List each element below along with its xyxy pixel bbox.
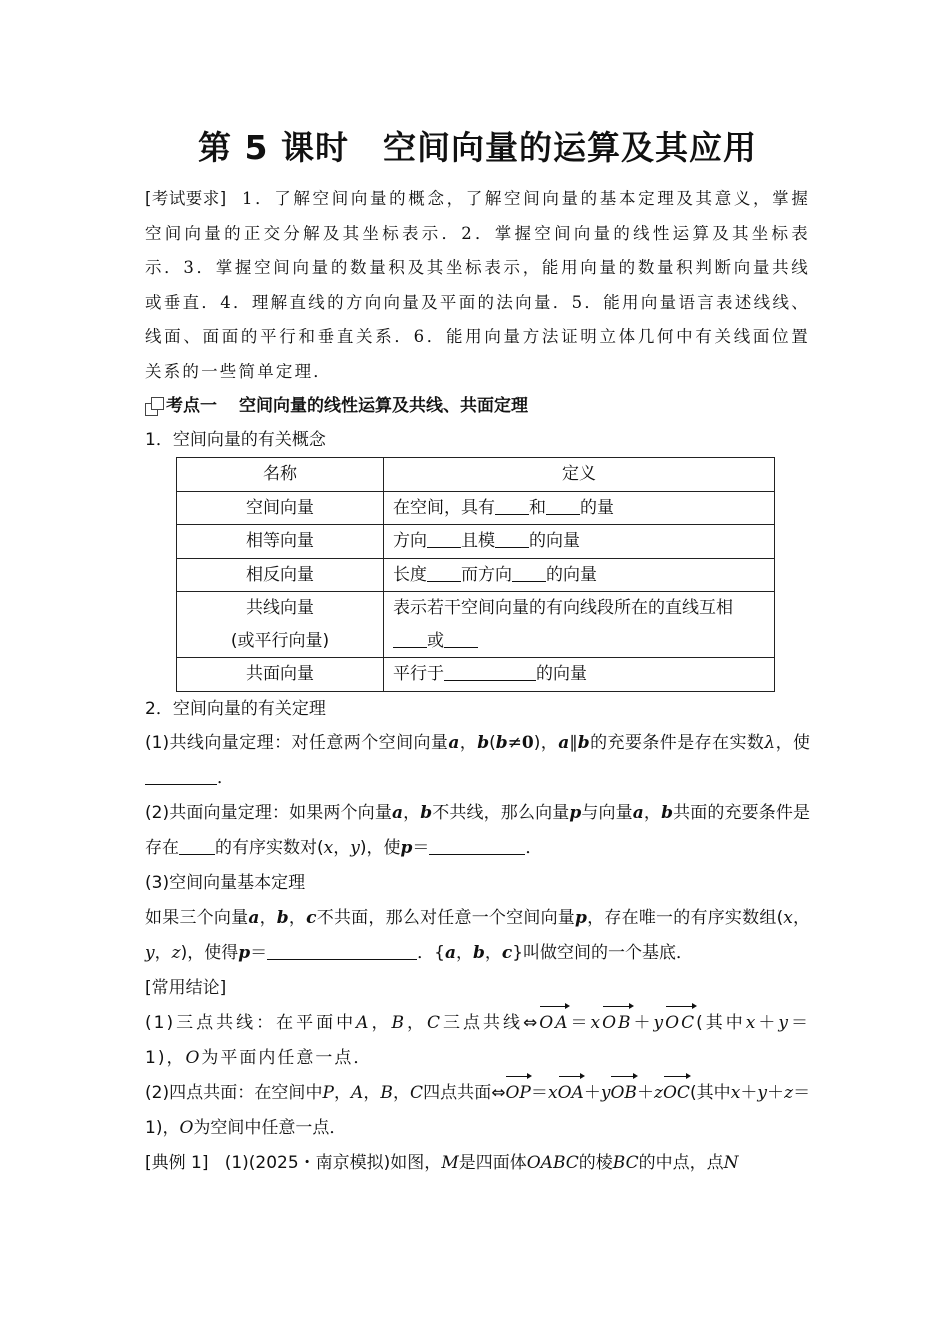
row-name: 相等向量: [177, 525, 384, 559]
concepts-table: [176, 457, 775, 692]
section-title: 空间向量的线性运算及共线、共面定理: [239, 396, 528, 416]
coplanar-theorem: (2)共面向量定理：如果两个向量a，b不共线，那么向量p与向量a，b共面的充要条件是存在 的有序实数对(x，y)，使p＝ ．: [145, 802, 811, 858]
row-definition: 平行于 的向量: [384, 658, 775, 692]
theorems-heading: 2．空间向量的有关定理: [145, 698, 326, 719]
vector-oa: OA: [558, 1076, 584, 1111]
table-header-row: [177, 458, 775, 492]
vector-oc: OC: [665, 1006, 696, 1041]
section-label: 考点一: [166, 396, 217, 416]
vector-op: OP: [505, 1076, 530, 1111]
exam-requirements: [145, 182, 810, 389]
row-name: 相反向量: [177, 558, 384, 592]
row-name: 共线向量 (或平行向量): [177, 592, 384, 658]
table-row: [177, 658, 775, 692]
vector-ob: OB: [610, 1076, 636, 1111]
table-row: [177, 558, 775, 592]
requirements-text: 1．了解空间向量的概念，了解空间向量的基本定理及其意义，掌握空间向量的正交分解及其坐标表示．2．掌握空间向量的线性运算及其坐标表示．3．掌握空间向量的数量积及其坐标表示，能用向量的数量积判断向量共线或垂直．4．理解直线的方向向量及平面的法向量．5．能用向量语言表述线线、线面、面面的平行和垂直关系．6．能用向量方法证明立体几何中有关线面位置关系的一些简单定理．: [145, 189, 811, 381]
document-page: [145, 122, 810, 1181]
concepts-heading: 1．空间向量的有关概念: [145, 430, 326, 450]
table-row: [177, 491, 775, 525]
conclusion-coplanar: (2)四点共面：在空间中P，A，B，C四点共面⇔OP＝xOA＋yOB＋zOC(其中x＋y＋z＝1)，O为空间中任意一点．: [145, 1076, 810, 1146]
row-definition: 在空间，具有 和 的量: [384, 491, 775, 525]
header-definition: 定义: [384, 458, 775, 492]
row-name: 空间向量: [177, 491, 384, 525]
header-name: 名称: [177, 458, 384, 492]
row-definition: 方向 且模 的向量: [384, 525, 775, 559]
table-row: [177, 592, 775, 658]
section-heading: [145, 389, 810, 423]
row-definition: 表示若干空间向量的有向线段所在的直线互相或: [384, 592, 775, 658]
basis-theorem-heading: (3)空间向量基本定理: [145, 872, 306, 893]
row-definition: 长度 而方向 的向量: [384, 558, 775, 592]
example-1: [典例 1] (1)(2025・南京模拟)如图，M是四面体OABC的棱BC的中点，点N: [145, 1152, 739, 1173]
basis-theorem: 如果三个向量a，b，c不共面，那么对任意一个空间向量p，存在唯一的有序实数组(x，y，z)，使得p＝ ．{a，b，c}叫做空间的一个基底．: [145, 907, 811, 963]
vector-oa: OA: [539, 1006, 569, 1041]
example-label: [典例 1]: [145, 1152, 209, 1173]
vector-oc: OC: [663, 1076, 690, 1111]
section-icon: [145, 397, 163, 415]
table-row: [177, 525, 775, 559]
conclusion-collinear: (1)三点共线：在平面中A，B，C三点共线⇔OA＝xOB＋yOC(其中x＋y＝1)，O为平面内任意一点．: [145, 1006, 810, 1076]
requirements-label: [考试要求]: [145, 189, 227, 208]
vector-ob: OB: [602, 1006, 632, 1041]
collinear-theorem: (1)共线向量定理：对任意两个空间向量a，b(b≠0)，a∥b的充要条件是存在实数λ，使．: [145, 732, 811, 788]
conclusions-label: [常用结论]: [145, 977, 227, 998]
row-name: 共面向量: [177, 658, 384, 692]
page-title: 第 5 课时 空间向量的运算及其应用: [198, 128, 757, 167]
